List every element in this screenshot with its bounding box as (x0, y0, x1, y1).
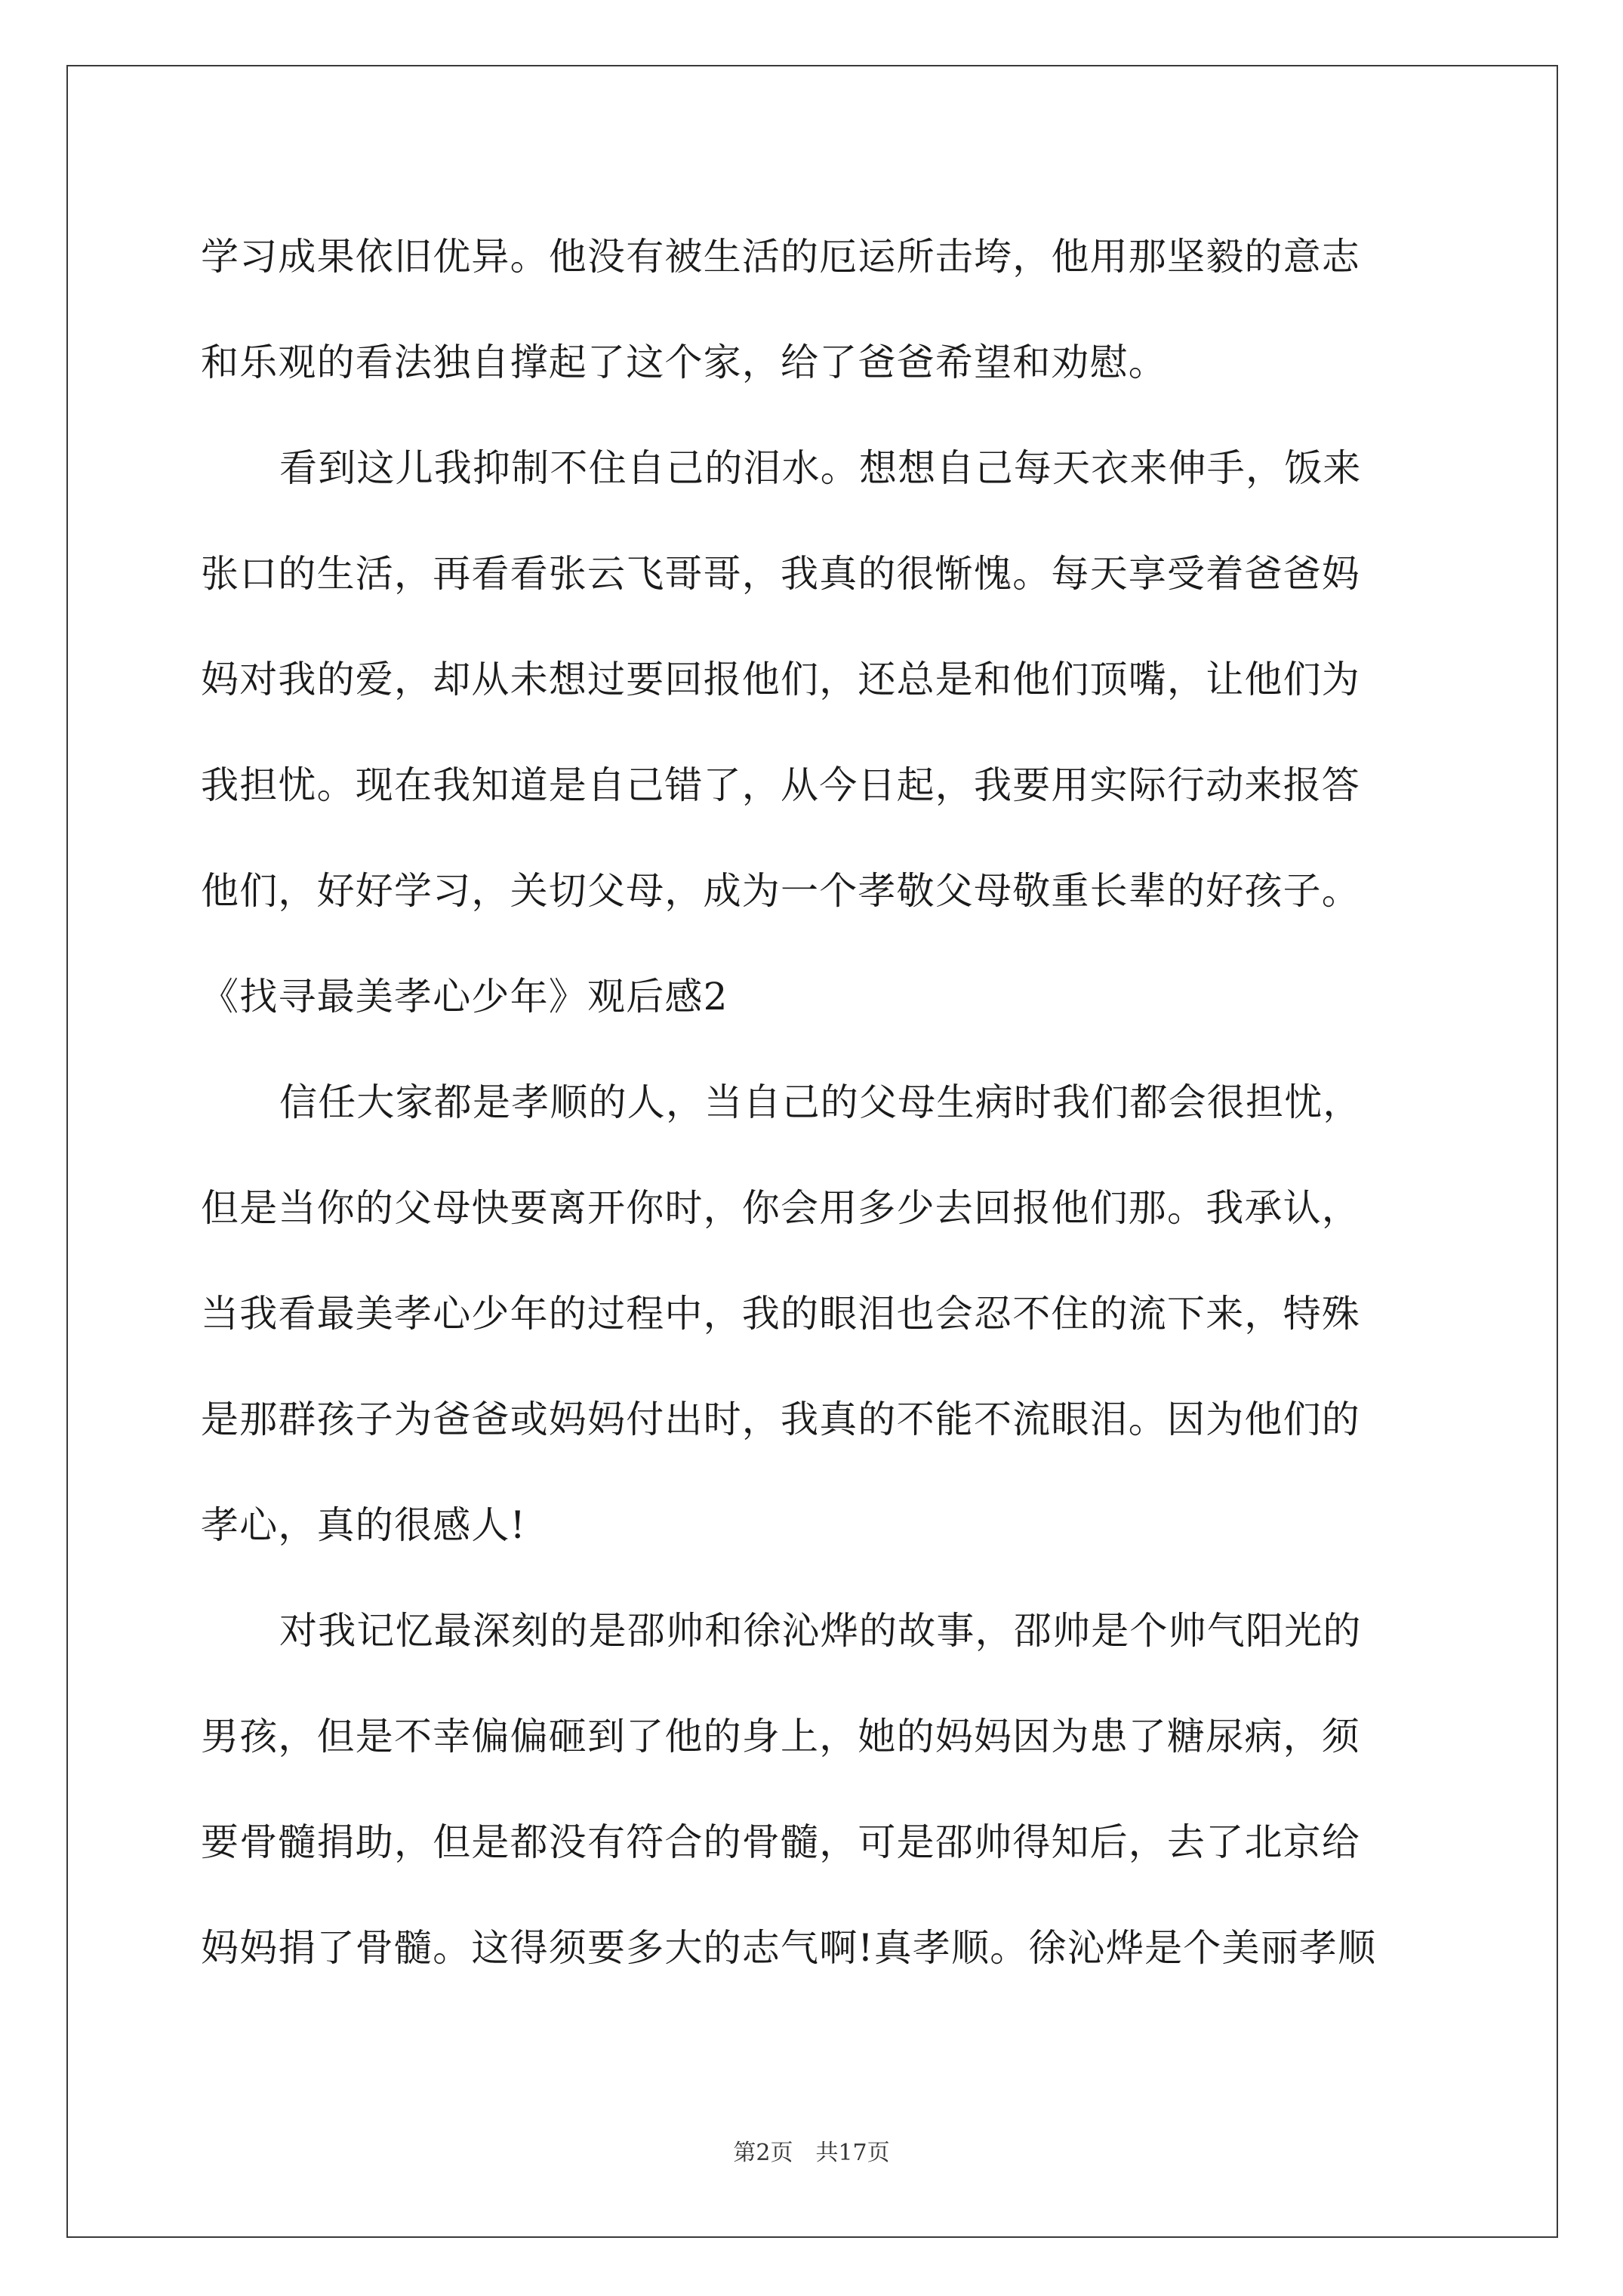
text-line: 他们，好好学习，关切父母，成为一个孝敬父母敬重长辈的好孩子。 (201, 869, 1360, 913)
text-line: 妈对我的爱，却从未想过要回报他们，还总是和他们顶嘴，让他们为 (201, 658, 1360, 701)
text-line: 要骨髓捐助，但是都没有符合的骨髓，可是邵帅得知后，去了北京给 (201, 1820, 1360, 1864)
text-line: 张口的生活，再看看张云飞哥哥，我真的很惭愧。每天享受着爸爸妈 (201, 552, 1360, 596)
text-line: 是那群孩子为爸爸或妈妈付出时，我真的不能不流眼泪。因为他们的 (201, 1398, 1360, 1441)
section-heading: 《找寻最美孝心少年》观后感2 (201, 975, 728, 1019)
text-line: 和乐观的看法独自撑起了这个家，给了爸爸希望和劝慰。 (201, 341, 1167, 384)
page-number-footer: 第2页 共17页 (733, 2140, 890, 2166)
text-line: 学习成果依旧优异。他没有被生活的厄运所击垮，他用那坚毅的意志 (201, 235, 1360, 279)
text-line: 男孩，但是不幸偏偏砸到了他的身上，她的妈妈因为患了糖尿病，须 (201, 1715, 1360, 1758)
text-line: 信任大家都是孝顺的人，当自己的父母生病时我们都会很担忧， (279, 1080, 1362, 1124)
text-line: 妈妈捐了骨髓。这得须要多大的志气啊!真孝顺。徐沁烨是个美丽孝顺 (201, 1926, 1377, 1970)
text-line: 对我记忆最深刻的是邵帅和徐沁烨的故事，邵帅是个帅气阳光的 (279, 1609, 1362, 1653)
text-line: 看到这儿我抑制不住自己的泪水。想想自己每天衣来伸手，饭来 (279, 446, 1362, 490)
text-line: 当我看最美孝心少年的过程中，我的眼泪也会忍不住的流下来，特殊 (201, 1292, 1360, 1336)
text-line: 孝心，真的很感人! (201, 1503, 526, 1547)
text-line: 我担忧。现在我知道是自己错了，从今日起，我要用实际行动来报答 (201, 763, 1360, 807)
text-line: 但是当你的父母快要离开你时，你会用多少去回报他们那。我承认， (201, 1186, 1360, 1230)
document-body (201, 204, 1431, 2001)
